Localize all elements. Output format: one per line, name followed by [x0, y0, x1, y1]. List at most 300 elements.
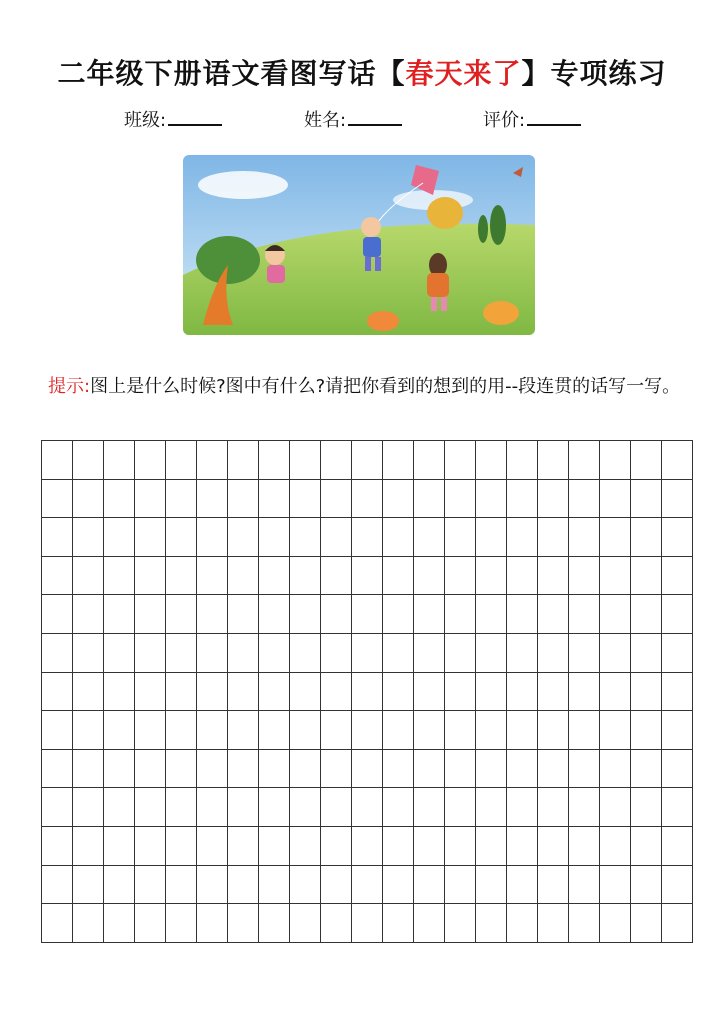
grid-cell[interactable] — [445, 750, 476, 789]
grid-cell[interactable] — [383, 827, 414, 866]
grid-cell[interactable] — [290, 711, 321, 750]
grid-cell[interactable] — [445, 480, 476, 519]
grid-cell[interactable] — [290, 634, 321, 673]
grid-cell[interactable] — [259, 557, 290, 596]
grid-cell[interactable] — [383, 480, 414, 519]
grid-cell[interactable] — [166, 711, 197, 750]
bush-shape — [196, 236, 260, 284]
grid-cell[interactable] — [352, 557, 383, 596]
grid-cell[interactable] — [631, 480, 662, 519]
grid-cell[interactable] — [631, 904, 662, 943]
grid-cell[interactable] — [538, 788, 569, 827]
grid-cell[interactable] — [259, 480, 290, 519]
grid-cell[interactable] — [73, 711, 104, 750]
grid-cell[interactable] — [104, 634, 135, 673]
grid-cell[interactable] — [259, 904, 290, 943]
grid-cell[interactable] — [135, 480, 166, 519]
grid-cell[interactable] — [383, 904, 414, 943]
grid-cell[interactable] — [352, 480, 383, 519]
grid-cell[interactable] — [414, 866, 445, 905]
grid-cell[interactable] — [104, 518, 135, 557]
grid-cell[interactable] — [73, 673, 104, 712]
student-info-row — [0, 106, 724, 132]
grid-cell[interactable] — [507, 866, 538, 905]
grid-cell[interactable] — [42, 711, 73, 750]
grid-cell[interactable] — [569, 634, 600, 673]
grid-cell[interactable] — [352, 634, 383, 673]
grid-cell[interactable] — [321, 750, 352, 789]
grid-cell[interactable] — [600, 518, 631, 557]
grid-cell[interactable] — [476, 673, 507, 712]
cloud-shape — [198, 171, 288, 199]
grid-cell[interactable] — [631, 750, 662, 789]
grid-cell[interactable] — [321, 827, 352, 866]
grid-cell[interactable] — [135, 711, 166, 750]
grid-cell[interactable] — [290, 518, 321, 557]
grid-cell[interactable] — [166, 480, 197, 519]
grid-cell[interactable] — [104, 866, 135, 905]
grid-cell[interactable] — [414, 634, 445, 673]
grid-cell[interactable] — [228, 634, 259, 673]
grid-cell[interactable] — [73, 441, 104, 480]
title-prefix: 二年级下册语文看图写话【 — [57, 57, 406, 90]
grid-cell[interactable] — [383, 673, 414, 712]
grid-cell[interactable] — [321, 557, 352, 596]
grid-cell[interactable] — [383, 441, 414, 480]
grid-cell[interactable] — [507, 827, 538, 866]
grid-cell[interactable] — [600, 480, 631, 519]
grid-cell[interactable] — [42, 750, 73, 789]
grid-cell[interactable] — [352, 673, 383, 712]
flower-shape — [367, 311, 399, 331]
grid-cell[interactable] — [321, 480, 352, 519]
grid-cell[interactable] — [476, 634, 507, 673]
grid-cell[interactable] — [352, 827, 383, 866]
grid-cell[interactable] — [538, 441, 569, 480]
grid-cell[interactable] — [321, 634, 352, 673]
grid-cell[interactable] — [135, 866, 166, 905]
grid-cell[interactable] — [476, 750, 507, 789]
grid-cell[interactable] — [42, 595, 73, 634]
grid-cell[interactable] — [445, 711, 476, 750]
grid-cell[interactable] — [507, 750, 538, 789]
grid-cell[interactable] — [600, 788, 631, 827]
grid-cell[interactable] — [104, 441, 135, 480]
grid-cell[interactable] — [290, 750, 321, 789]
grid-cell[interactable] — [538, 711, 569, 750]
grid-cell[interactable] — [73, 827, 104, 866]
grid-cell[interactable] — [569, 673, 600, 712]
grid-cell[interactable] — [166, 595, 197, 634]
grid-cell[interactable] — [228, 441, 259, 480]
grid-cell[interactable] — [321, 673, 352, 712]
grid-cell[interactable] — [383, 788, 414, 827]
grid-cell[interactable] — [135, 595, 166, 634]
hint-label: 提示: — [48, 376, 91, 397]
grid-cell[interactable] — [414, 750, 445, 789]
grid-cell[interactable] — [414, 711, 445, 750]
grid-cell[interactable] — [197, 866, 228, 905]
grid-cell[interactable] — [600, 557, 631, 596]
grid-cell[interactable] — [476, 518, 507, 557]
grid-cell[interactable] — [569, 518, 600, 557]
grid-cell[interactable] — [104, 557, 135, 596]
grid-cell[interactable] — [321, 904, 352, 943]
grid-cell[interactable] — [166, 750, 197, 789]
grid-cell[interactable] — [290, 595, 321, 634]
flower-shape — [483, 301, 519, 325]
grid-cell[interactable] — [445, 866, 476, 905]
grid-cell[interactable] — [166, 557, 197, 596]
grid-cell[interactable] — [538, 904, 569, 943]
grid-cell[interactable] — [73, 866, 104, 905]
tree-shape — [490, 205, 506, 245]
grid-cell[interactable] — [507, 904, 538, 943]
grid-cell[interactable] — [476, 788, 507, 827]
grid-cell[interactable] — [228, 904, 259, 943]
grid-cell[interactable] — [569, 557, 600, 596]
grid-cell[interactable] — [476, 441, 507, 480]
grid-cell[interactable] — [445, 557, 476, 596]
grid-cell[interactable] — [538, 557, 569, 596]
grid-cell[interactable] — [197, 518, 228, 557]
grid-cell[interactable] — [197, 904, 228, 943]
grid-cell[interactable] — [290, 673, 321, 712]
spring-scene-image — [183, 155, 535, 335]
grid-cell[interactable] — [538, 595, 569, 634]
tree-shape — [478, 215, 488, 243]
grid-cell[interactable] — [135, 673, 166, 712]
grid-cell[interactable] — [259, 441, 290, 480]
grid-cell[interactable] — [166, 827, 197, 866]
grid-cell[interactable] — [166, 441, 197, 480]
grid-cell[interactable] — [538, 518, 569, 557]
grid-cell[interactable] — [414, 557, 445, 596]
grid-cell[interactable] — [445, 518, 476, 557]
grid-cell[interactable] — [321, 595, 352, 634]
grid-cell[interactable] — [197, 711, 228, 750]
grid-cell[interactable] — [662, 518, 693, 557]
grid-cell[interactable] — [383, 518, 414, 557]
grid-cell[interactable] — [259, 827, 290, 866]
grid-cell[interactable] — [228, 827, 259, 866]
grid-cell[interactable] — [538, 480, 569, 519]
grid-cell[interactable] — [42, 788, 73, 827]
grid-cell[interactable] — [42, 827, 73, 866]
grid-cell[interactable] — [445, 827, 476, 866]
grid-cell[interactable] — [507, 441, 538, 480]
grid-cell[interactable] — [569, 711, 600, 750]
grid-cell[interactable] — [445, 788, 476, 827]
grid-cell[interactable] — [166, 634, 197, 673]
grid-cell[interactable] — [197, 634, 228, 673]
grid-cell[interactable] — [135, 788, 166, 827]
grid-cell[interactable] — [538, 827, 569, 866]
grid-cell[interactable] — [507, 518, 538, 557]
grid-cell[interactable] — [600, 866, 631, 905]
grid-cell[interactable] — [42, 480, 73, 519]
grid-cell[interactable] — [259, 518, 290, 557]
grid-cell[interactable] — [42, 441, 73, 480]
grid-cell[interactable] — [321, 518, 352, 557]
grid-cell[interactable] — [228, 480, 259, 519]
grid-cell[interactable] — [600, 750, 631, 789]
grid-cell[interactable] — [507, 480, 538, 519]
grid-cell[interactable] — [476, 480, 507, 519]
grid-cell[interactable] — [135, 827, 166, 866]
grid-cell[interactable] — [383, 634, 414, 673]
grid-cell[interactable] — [352, 711, 383, 750]
grid-cell[interactable] — [321, 866, 352, 905]
grid-cell[interactable] — [476, 711, 507, 750]
hint-text: 图上是什么时候?图中有什么?请把你看到的想到的用--段连贯的话写一写。 — [90, 376, 681, 397]
grid-cell[interactable] — [662, 711, 693, 750]
grid-cell[interactable] — [445, 673, 476, 712]
grid-cell[interactable] — [259, 595, 290, 634]
grid-cell[interactable] — [104, 750, 135, 789]
grid-cell[interactable] — [135, 518, 166, 557]
writing-grid[interactable] — [41, 440, 693, 943]
name-field — [304, 106, 402, 132]
grid-cell[interactable] — [631, 711, 662, 750]
grid-cell[interactable] — [600, 827, 631, 866]
grid-cell[interactable] — [507, 557, 538, 596]
name-label: 姓名: — [304, 110, 347, 131]
grid-cell[interactable] — [352, 904, 383, 943]
grid-cell[interactable] — [259, 866, 290, 905]
grid-cell[interactable] — [631, 673, 662, 712]
grid-cell[interactable] — [259, 634, 290, 673]
grid-cell[interactable] — [414, 788, 445, 827]
grid-cell[interactable] — [42, 518, 73, 557]
grid-cell[interactable] — [197, 750, 228, 789]
worksheet-title — [0, 52, 724, 92]
grid-cell[interactable] — [73, 634, 104, 673]
spring-illustration — [183, 155, 535, 335]
grid-cell[interactable] — [73, 788, 104, 827]
grid-cell[interactable] — [600, 441, 631, 480]
grid-cell[interactable] — [476, 595, 507, 634]
grid-cell[interactable] — [538, 866, 569, 905]
grid-cell[interactable] — [197, 788, 228, 827]
grid-cell[interactable] — [352, 866, 383, 905]
grid-cell[interactable] — [662, 673, 693, 712]
grid-cell[interactable] — [290, 866, 321, 905]
grid-cell[interactable] — [228, 595, 259, 634]
grid-cell[interactable] — [600, 634, 631, 673]
grid-cell[interactable] — [104, 788, 135, 827]
grid-cell[interactable] — [104, 711, 135, 750]
grid-cell[interactable] — [228, 711, 259, 750]
grid-cell[interactable] — [600, 711, 631, 750]
grid-cell[interactable] — [445, 441, 476, 480]
grid-cell[interactable] — [197, 673, 228, 712]
grid-cell[interactable] — [166, 904, 197, 943]
grid-cell[interactable] — [352, 518, 383, 557]
grid-cell[interactable] — [197, 441, 228, 480]
grid-cell[interactable] — [476, 557, 507, 596]
grid-cell[interactable] — [569, 827, 600, 866]
writing-hint — [48, 370, 688, 404]
grid-cell[interactable] — [73, 480, 104, 519]
grid-cell[interactable] — [290, 904, 321, 943]
grid-cell[interactable] — [73, 557, 104, 596]
grid-cell[interactable] — [414, 595, 445, 634]
class-field — [124, 106, 222, 132]
grid-cell[interactable] — [631, 518, 662, 557]
grid-cell[interactable] — [662, 788, 693, 827]
grid-cell[interactable] — [197, 480, 228, 519]
grid-cell[interactable] — [352, 595, 383, 634]
grid-cell[interactable] — [228, 866, 259, 905]
grid-cell[interactable] — [662, 866, 693, 905]
grid-cell[interactable] — [569, 788, 600, 827]
grid-cell[interactable] — [538, 673, 569, 712]
grid-cell[interactable] — [197, 557, 228, 596]
grid-cell[interactable] — [507, 673, 538, 712]
grid-cell[interactable] — [321, 788, 352, 827]
grid-cell[interactable] — [290, 788, 321, 827]
grid-cell[interactable] — [73, 518, 104, 557]
grid-cell[interactable] — [631, 557, 662, 596]
grid-cell[interactable] — [662, 904, 693, 943]
grid-cell[interactable] — [662, 750, 693, 789]
grid-cell[interactable] — [631, 441, 662, 480]
grid-cell[interactable] — [104, 904, 135, 943]
haystack-shape — [427, 197, 463, 229]
grid-cell[interactable] — [600, 904, 631, 943]
grid-cell[interactable] — [73, 595, 104, 634]
rating-blank[interactable] — [527, 108, 581, 126]
grid-cell[interactable] — [569, 480, 600, 519]
title-highlight: 春天来了 — [405, 57, 522, 90]
grid-cell[interactable] — [383, 866, 414, 905]
grid-cell[interactable] — [631, 788, 662, 827]
grid-cell[interactable] — [569, 904, 600, 943]
grid-cell[interactable] — [135, 557, 166, 596]
title-suffix: 】专项练习 — [521, 57, 667, 90]
grid-cell[interactable] — [73, 750, 104, 789]
grid-cell[interactable] — [290, 557, 321, 596]
grid-cell[interactable] — [259, 711, 290, 750]
grid-cell[interactable] — [259, 673, 290, 712]
class-label: 班级: — [124, 110, 167, 131]
grid-cell[interactable] — [290, 827, 321, 866]
grid-cell[interactable] — [631, 866, 662, 905]
grid-cell[interactable] — [662, 441, 693, 480]
grid-cell[interactable] — [507, 595, 538, 634]
grid-cell[interactable] — [290, 480, 321, 519]
grid-cell[interactable] — [42, 557, 73, 596]
rating-label: 评价: — [483, 110, 526, 131]
grid-cell[interactable] — [414, 441, 445, 480]
grid-cell[interactable] — [445, 634, 476, 673]
grid-cell[interactable] — [631, 827, 662, 866]
grid-cell[interactable] — [42, 904, 73, 943]
grid-cell[interactable] — [631, 595, 662, 634]
grid-cell[interactable] — [445, 595, 476, 634]
grid-cell[interactable] — [569, 441, 600, 480]
grid-cell[interactable] — [507, 634, 538, 673]
grid-cell[interactable] — [73, 904, 104, 943]
grid-cell[interactable] — [42, 866, 73, 905]
grid-cell[interactable] — [662, 557, 693, 596]
grid-cell[interactable] — [538, 634, 569, 673]
grid-cell[interactable] — [662, 595, 693, 634]
grid-cell[interactable] — [414, 518, 445, 557]
grid-cell[interactable] — [104, 595, 135, 634]
grid-cell[interactable] — [166, 518, 197, 557]
grid-cell[interactable] — [445, 904, 476, 943]
grid-cell[interactable] — [662, 827, 693, 866]
grid-cell[interactable] — [42, 634, 73, 673]
grid-cell[interactable] — [259, 750, 290, 789]
grid-cell[interactable] — [600, 595, 631, 634]
grid-cell[interactable] — [631, 634, 662, 673]
grid-cell[interactable] — [228, 557, 259, 596]
grid-cell[interactable] — [135, 904, 166, 943]
grid-cell[interactable] — [166, 866, 197, 905]
name-blank[interactable] — [348, 108, 402, 126]
grid-cell[interactable] — [414, 827, 445, 866]
grid-cell[interactable] — [507, 711, 538, 750]
grid-cell[interactable] — [383, 557, 414, 596]
grid-cell[interactable] — [476, 904, 507, 943]
grid-cell[interactable] — [569, 595, 600, 634]
grid-cell[interactable] — [414, 904, 445, 943]
grid-cell[interactable] — [228, 518, 259, 557]
grid-cell[interactable] — [383, 711, 414, 750]
grid-cell[interactable] — [476, 827, 507, 866]
class-blank[interactable] — [168, 108, 222, 126]
grid-cell[interactable] — [569, 866, 600, 905]
grid-cell[interactable] — [42, 673, 73, 712]
grid-cell[interactable] — [383, 750, 414, 789]
grid-cell[interactable] — [228, 788, 259, 827]
grid-cell[interactable] — [352, 750, 383, 789]
grid-cell[interactable] — [166, 788, 197, 827]
grid-cell[interactable] — [569, 750, 600, 789]
grid-cell[interactable] — [321, 711, 352, 750]
grid-cell[interactable] — [662, 634, 693, 673]
grid-cell[interactable] — [507, 788, 538, 827]
grid-cell[interactable] — [476, 866, 507, 905]
grid-cell[interactable] — [104, 673, 135, 712]
grid-cell[interactable] — [600, 673, 631, 712]
grid-cell[interactable] — [290, 441, 321, 480]
grid-cell[interactable] — [135, 634, 166, 673]
grid-cell[interactable] — [352, 788, 383, 827]
grid-cell[interactable] — [383, 595, 414, 634]
grid-cell[interactable] — [104, 827, 135, 866]
grid-cell[interactable] — [662, 480, 693, 519]
grid-cell[interactable] — [414, 480, 445, 519]
grid-cell[interactable] — [197, 595, 228, 634]
grid-cell[interactable] — [352, 441, 383, 480]
grid-cell[interactable] — [135, 750, 166, 789]
grid-cell[interactable] — [197, 827, 228, 866]
grid-cell[interactable] — [414, 673, 445, 712]
grid-cell[interactable] — [104, 480, 135, 519]
grid-cell[interactable] — [259, 788, 290, 827]
grid-cell[interactable] — [135, 441, 166, 480]
grid-cell[interactable] — [321, 441, 352, 480]
grid-cell[interactable] — [538, 750, 569, 789]
grid-cell[interactable] — [228, 750, 259, 789]
grid-cell[interactable] — [228, 673, 259, 712]
grid-cell[interactable] — [166, 673, 197, 712]
rating-field — [483, 106, 581, 132]
